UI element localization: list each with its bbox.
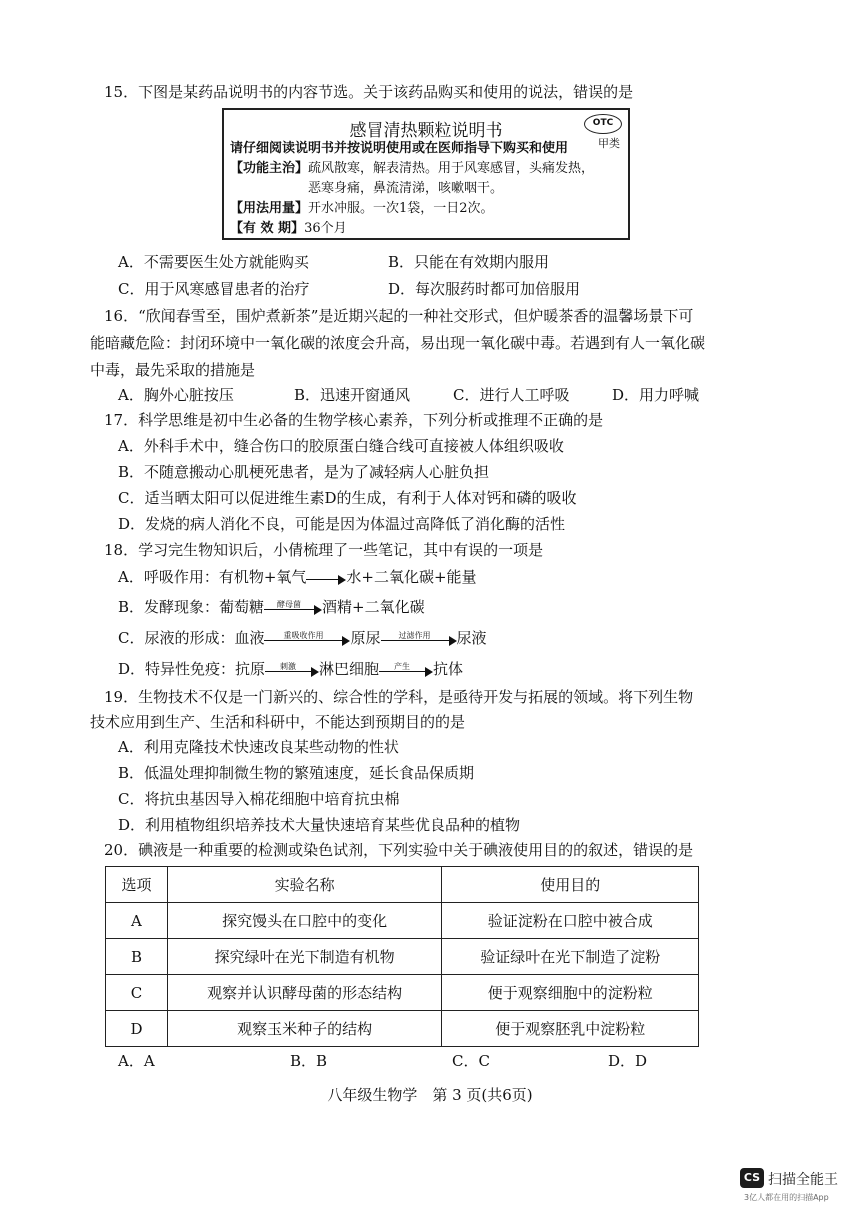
table-row — [106, 939, 699, 975]
function-text-1: 疏风散寒，解表清热。用于风寒感冒，头痛发热， — [308, 161, 595, 176]
stimulate-arrow — [265, 663, 319, 677]
reabsorption-arrow — [264, 632, 350, 646]
q16-stem-2: 能暗藏危险：封闭环境中一氧化碳的浓度会升高，易出现一氧化碳中毒。若遇到有人一氧化碳 — [90, 334, 706, 352]
q20-stem: 20．碘液是一种重要的检测或染色试剂，下列实验中关于碘液使用目的的叙述，错误的是 — [104, 841, 694, 859]
q18-c-mid: 原尿 — [350, 629, 381, 647]
arrow-label: 酵母菌 — [277, 600, 302, 609]
q18-b-prefix: B．发酵现象：葡萄糖 — [118, 598, 265, 616]
q16-option-d: D．用力呼喊 — [612, 386, 700, 404]
otc-class: 甲类 — [598, 137, 620, 150]
medicine-leaflet-box — [222, 108, 630, 240]
expiry-label: 【有 效 期】 — [230, 221, 305, 236]
filtration-arrow — [381, 632, 457, 646]
table-row — [106, 975, 699, 1011]
q19-stem-2: 技术应用到生产、生活和科研中，不能达到预期目的的是 — [90, 713, 466, 731]
q17-stem: 17．科学思维是初中生必备的生物学核心素养，下列分析或推理不正确的是 — [104, 411, 604, 429]
q18-a-prefix: A．呼吸作用：有机物+氧气 — [118, 568, 307, 586]
q20-option-b: B．B — [290, 1052, 328, 1070]
header-purpose: 使用目的 — [442, 867, 699, 903]
q20-option-d: D．D — [608, 1052, 648, 1070]
q18-stem: 18．学习完生物知识后，小倩梳理了一些笔记，其中有误的一项是 — [104, 541, 544, 559]
row-experiment: 探究馒头在口腔中的变化 — [167, 903, 442, 939]
q20-option-a: A．A — [118, 1052, 155, 1070]
row-option: C — [106, 975, 168, 1011]
otc-badge: OTC — [584, 114, 622, 134]
q20-option-c: C．C — [452, 1052, 490, 1070]
row-experiment: 探究绿叶在光下制造有机物 — [167, 939, 442, 975]
usage-text: 开水冲服。一次1袋，一日2次。 — [308, 201, 494, 216]
usage-label: 【用法用量】 — [230, 201, 309, 216]
q18-d-suffix: 抗体 — [433, 660, 464, 678]
table-header-row — [106, 867, 699, 903]
q18-option-d — [118, 659, 463, 679]
leaflet-function-row — [230, 160, 594, 178]
q17-option-d: D．发烧的病人消化不良，可能是因为体温过高降低了消化酶的活性 — [118, 515, 566, 533]
q18-b-suffix: 酒精+二氧化碳 — [322, 598, 425, 616]
iodine-experiment-table — [105, 866, 699, 1047]
q18-option-c — [118, 628, 487, 648]
q19-option-a: A．利用克隆技术快速改良某些动物的性状 — [118, 738, 399, 756]
scanner-tagline: 3亿人都在用的扫描App — [744, 1193, 829, 1202]
function-text-2: 恶寒身痛，鼻流清涕，咳嗽咽干。 — [308, 181, 504, 196]
page-footer: 八年级生物学 第 3 页(共6页) — [327, 1086, 533, 1104]
row-experiment: 观察并认识酵母菌的形态结构 — [167, 975, 442, 1011]
row-purpose: 验证绿叶在光下制造了淀粉 — [442, 939, 699, 975]
fermentation-arrow — [264, 601, 322, 615]
q17-option-b: B．不随意搬动心肌梗死患者，是为了减轻病人心脏负担 — [118, 463, 490, 481]
q15-option-c: C．用于风寒感冒患者的治疗 — [118, 280, 310, 298]
row-experiment: 观察玉米种子的结构 — [167, 1011, 442, 1047]
table-row — [106, 1011, 699, 1047]
q16-option-c: C．进行人工呼吸 — [453, 386, 570, 404]
row-purpose: 便于观察细胞中的淀粉粒 — [442, 975, 699, 1011]
row-option: A — [106, 903, 168, 939]
function-label: 【功能主治】 — [230, 161, 309, 176]
q18-a-suffix: 水+二氧化碳+能量 — [346, 568, 477, 586]
leaflet-usage-row — [230, 200, 494, 218]
produce-arrow — [379, 663, 433, 677]
q19-option-d: D．利用植物组织培养技术大量快速培育某些优良品种的植物 — [118, 816, 521, 834]
q18-option-a — [118, 567, 477, 587]
q17-option-a: A．外科手术中，缝合伤口的胶原蛋白缝合线可直接被人体组织吸收 — [118, 437, 564, 455]
reaction-arrow — [306, 571, 346, 585]
arrow-label: 过滤作用 — [398, 631, 431, 640]
scanner-app-name: 扫描全能王 — [768, 1172, 838, 1188]
q18-c-prefix: C．尿液的形成：血液 — [118, 629, 265, 647]
table-row — [106, 903, 699, 939]
header-experiment: 实验名称 — [167, 867, 442, 903]
q19-option-c: C．将抗虫基因导入棉花细胞中培育抗虫棉 — [118, 790, 400, 808]
arrow-label: 刺激 — [280, 662, 297, 671]
q19-stem-1: 19．生物技术不仅是一门新兴的、综合性的学科，是亟待开发与拓展的领域。将下列生物 — [104, 688, 694, 706]
row-purpose: 便于观察胚乳中淀粉粒 — [442, 1011, 699, 1047]
q15-option-a: A．不需要医生处方就能购买 — [118, 253, 309, 271]
arrow-label: 重吸收作用 — [283, 631, 324, 640]
row-option: D — [106, 1011, 168, 1047]
row-purpose: 验证淀粉在口腔中被合成 — [442, 903, 699, 939]
leaflet-title: 感冒清热颗粒说明书 — [349, 121, 503, 141]
arrow-label: 产生 — [394, 662, 411, 671]
q15-option-b: B．只能在有效期内服用 — [388, 253, 550, 271]
header-option: 选项 — [106, 867, 168, 903]
q18-d-prefix: D．特异性免疫：抗原 — [118, 660, 266, 678]
leaflet-notice: 请仔细阅读说明书并按说明使用或在医师指导下购买和使用 — [230, 141, 569, 156]
q18-d-mid: 淋巴细胞 — [319, 660, 380, 678]
q16-stem-1: 16．“欣闻春雪至，围炉煮新茶”是近期兴起的一种社交形式，但炉暖茶香的温馨场景下可 — [104, 307, 694, 325]
q17-option-c: C．适当晒太阳可以促进维生素D的生成，有利于人体对钙和磷的吸收 — [118, 489, 577, 507]
q15-option-d: D．每次服药时都可加倍服用 — [388, 280, 581, 298]
camscanner-logo-icon: CS — [740, 1168, 764, 1188]
q16-option-a: A．胸外心脏按压 — [118, 386, 234, 404]
row-option: B — [106, 939, 168, 975]
q18-c-suffix: 尿液 — [456, 629, 487, 647]
q18-option-b — [118, 597, 425, 617]
q16-option-b: B．迅速开窗通风 — [294, 386, 411, 404]
leaflet-expiry-row — [230, 220, 347, 238]
expiry-text: 36个月 — [304, 221, 347, 236]
q15-stem: 15．下图是某药品说明书的内容节选。关于该药品购买和使用的说法，错误的是 — [104, 83, 634, 101]
q16-stem-3: 中毒，最先采取的措施是 — [90, 361, 256, 379]
q19-option-b: B．低温处理抑制微生物的繁殖速度，延长食品保质期 — [118, 764, 475, 782]
